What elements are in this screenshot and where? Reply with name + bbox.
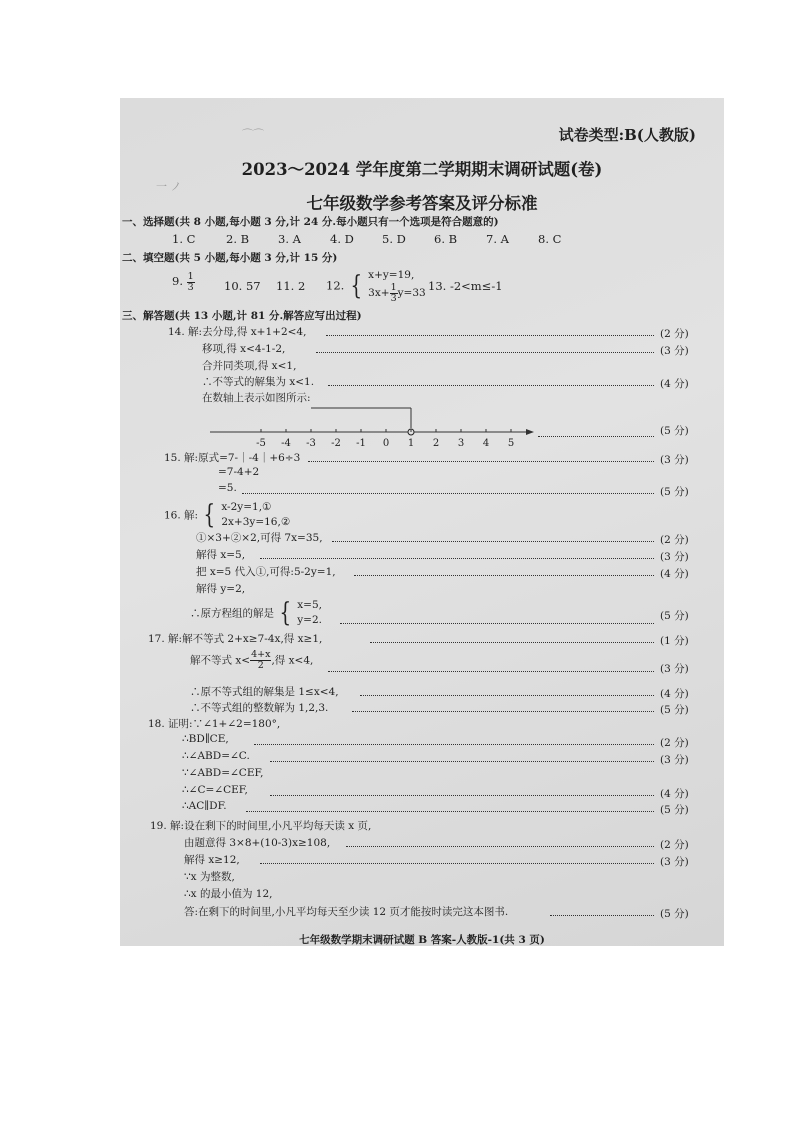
score: (3 分) (660, 856, 689, 868)
q9-fraction (187, 272, 195, 292)
q17-line: ∴原不等式组的解集是 1≤x<4, (190, 686, 339, 698)
q18-line: ∴BD∥CE, (182, 733, 229, 745)
score: (4 分) (660, 688, 689, 700)
paper-type: 试卷类型:B(人教版) (558, 126, 696, 144)
fraction-denominator: 3 (187, 281, 194, 293)
dot-leader (340, 623, 654, 624)
score: (4 分) (660, 568, 689, 580)
equation-line: 3x+ $\frac{1}{3}$ y=33 (368, 282, 426, 304)
score: (2 分) (660, 839, 689, 851)
dot-leader (360, 695, 654, 696)
q9-answer (172, 272, 195, 292)
number-line-tick-label: 1 (407, 438, 415, 449)
q9-label: 9. (172, 274, 183, 288)
q19-line: ∴x 的最小值为 12, (184, 888, 273, 900)
dot-leader (254, 744, 654, 745)
dot-leader (242, 493, 654, 494)
q18-line: 18. 证明:∵∠1+∠2=180°, (148, 718, 281, 730)
solution-line: x=5, (297, 599, 322, 611)
dot-leader (332, 541, 654, 542)
section1-heading: 一、选择题(共 8 小题,每小题 3 分,计 24 分.每小题只有一个选项是符合题意的) (122, 216, 499, 228)
section1-answer: 3. A (278, 232, 301, 246)
section1-answer: 6. B (434, 232, 458, 246)
q14-line: 移项,得 x<4-1-2, (202, 343, 286, 355)
q19-line: 解得 x≥12, (184, 854, 240, 866)
dot-leader (270, 795, 654, 796)
section1-answer: 4. D (330, 232, 354, 246)
q13-answer: 13. -2<m≤-1 (428, 279, 503, 293)
score: (3 分) (660, 663, 689, 675)
section3-heading: 三、解答题(共 13 小题,计 81 分.解答应写出过程) (122, 310, 362, 322)
q12-label: 12. (326, 278, 345, 293)
score: (3 分) (660, 551, 689, 563)
number-line-tick-label: -5 (256, 438, 266, 449)
dot-leader (328, 385, 654, 386)
number-line-arrow (526, 429, 534, 435)
dot-leader (550, 915, 654, 916)
brace-symbol: { (279, 598, 292, 628)
dot-leader (538, 436, 654, 437)
section1-answer: 7. A (486, 232, 509, 246)
fraction-numerator: 1 (187, 271, 194, 282)
q15-line: =7-4+2 (218, 466, 260, 478)
solution-line: y=2. (297, 614, 322, 626)
dot-leader (328, 671, 654, 672)
score: (5 分) (660, 425, 689, 437)
handwritten-mark: ⌒⌒ (242, 128, 264, 141)
q12-answer (326, 268, 426, 303)
q11-answer: 11. 2 (276, 279, 306, 293)
score: (5 分) (660, 908, 689, 920)
dot-leader (370, 642, 654, 643)
page-footer: 七年级数学期末调研试题 B 答案-人教版-1(共 3 页) (299, 934, 545, 946)
q16-line: ①×3+②×2,可得 7x=35, (196, 532, 323, 544)
exam-subtitle: 七年级数学参考答案及评分标准 (306, 194, 538, 213)
q19-line: 由题意得 3×8+(10-3)x≥108, (184, 837, 331, 849)
q19-line: 19. 解:设在剩下的时间里,小凡平均每天读 x 页, (150, 820, 372, 832)
equation-system (221, 500, 290, 530)
score: (3 分) (660, 754, 689, 766)
equation-line: 2x+3y=16,② (221, 516, 291, 528)
score: (5 分) (660, 804, 689, 816)
number-line-tick-label: -3 (306, 438, 316, 449)
q17-line: 17. 解:解不等式 2+x≥7-4x,得 x≥1, (148, 633, 323, 645)
q10-answer: 10. 57 (224, 279, 261, 293)
section1-answer: 2. B (226, 232, 250, 246)
dot-leader (346, 846, 654, 847)
number-line-tick-label: 5 (507, 438, 515, 449)
number-line-tick-label: 0 (382, 438, 390, 449)
number-line-tick-label: 2 (432, 438, 440, 449)
q17-line: 解不等式 x< $\frac{4+x}{2}$ ,得 x<4, (190, 649, 314, 671)
dot-leader (326, 335, 654, 336)
answer-sheet (120, 98, 724, 946)
score: (5 分) (660, 486, 689, 498)
score: (5 分) (660, 704, 689, 716)
section1-answer: 1. C (172, 232, 196, 246)
dot-leader (270, 761, 654, 762)
number-line-tick-label: 4 (482, 438, 490, 449)
q18-line: ∵∠ABD=∠CEF, (182, 767, 264, 779)
section1-answer: 8. C (538, 232, 562, 246)
q12-system (368, 268, 426, 303)
q14-line: ∴不等式的解集为 x<1. (202, 376, 315, 388)
number-line (200, 398, 540, 450)
dot-leader (316, 352, 654, 353)
q16-label: 16. 解: (164, 509, 199, 522)
q17-line: ∴不等式组的整数解为 1,2,3. (190, 702, 329, 714)
q19-line: ∵x 为整数, (184, 871, 235, 883)
number-line-tick-label: -1 (356, 438, 366, 449)
q19-line: 答:在剩下的时间里,小凡平均每天至少读 12 页才能按时读完这本图书. (184, 906, 509, 918)
dot-leader (260, 558, 654, 559)
q15-line: 15. 解:原式=7-｜-4｜+6÷3 (164, 452, 301, 464)
score: (2 分) (660, 328, 689, 340)
score: (1 分) (660, 635, 689, 647)
q14-line: 合并同类项,得 x<1, (202, 360, 297, 372)
q16-line: ∴原方程组的解是 (190, 607, 274, 620)
brace-symbol: { (203, 500, 216, 530)
number-line-tick-label: 3 (457, 438, 465, 449)
q14-line: 14. 解:去分母,得 x+1+2<4, (168, 326, 307, 338)
equation-line: x+y=19, (368, 269, 415, 281)
q14-line: 在数轴上表示如图所示: (202, 392, 311, 404)
q18-line: ∴∠ABD=∠C. (182, 750, 250, 762)
brace-symbol: { (350, 270, 363, 301)
q18-line: ∴AC∥DF. (182, 800, 227, 812)
q16-system (164, 500, 290, 530)
q16-solution (190, 598, 322, 628)
dot-leader (260, 863, 654, 864)
score: (4 分) (660, 788, 689, 800)
section1-answer: 5. D (382, 232, 406, 246)
section2-heading: 二、填空题(共 5 小题,每小题 3 分,计 15 分) (122, 252, 338, 264)
score: (3 分) (660, 454, 689, 466)
dot-leader (352, 711, 654, 712)
solution-system (297, 598, 322, 628)
q15-line: =5. (218, 482, 237, 494)
score: (4 分) (660, 378, 689, 390)
score: (5 分) (660, 610, 689, 622)
score: (2 分) (660, 737, 689, 749)
dot-leader (354, 575, 654, 576)
handwritten-mark: 一 ノ (156, 180, 182, 193)
exam-title: 2023～2024 学年度第二学期期末调研试题(卷) (241, 160, 603, 179)
q16-line: 解得 y=2, (196, 583, 246, 595)
number-line-tick-label: -4 (281, 438, 291, 449)
score: (3 分) (660, 345, 689, 357)
dot-leader (308, 461, 654, 462)
q17-fraction: $\frac{4+x}{2}$ (251, 649, 271, 671)
number-line-tick-label: -2 (331, 438, 341, 449)
q18-line: ∴∠C=∠CEF, (182, 784, 248, 796)
q16-line: 把 x=5 代入①,可得:5-2y=1, (196, 566, 336, 578)
q16-line: 解得 x=5, (196, 549, 246, 561)
score: (2 分) (660, 534, 689, 546)
dot-leader (246, 811, 654, 812)
equation-line: x-2y=1,① (221, 501, 272, 513)
